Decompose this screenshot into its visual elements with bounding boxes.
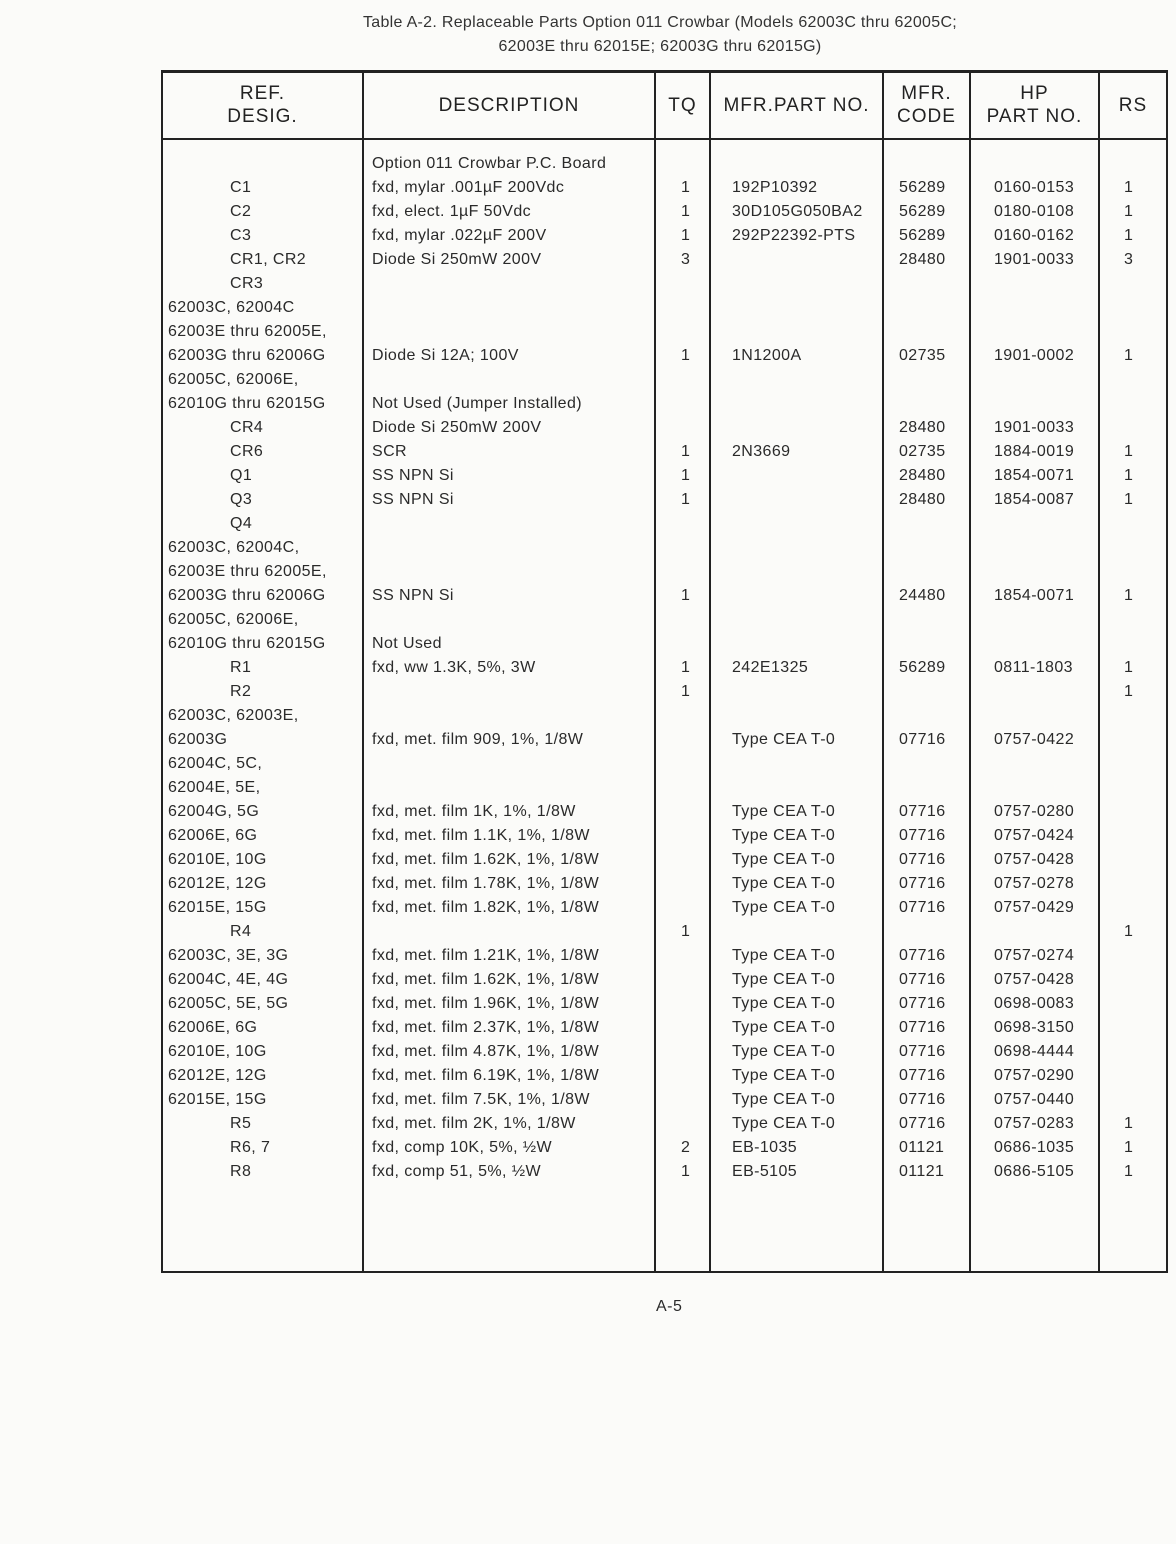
tq-cell: 1 <box>681 683 691 700</box>
ref-desig-cell: Q3 <box>230 491 253 508</box>
ref-desig-cell: 62004C, 5C, <box>168 755 263 772</box>
table-row <box>0 512 1176 535</box>
ref-desig-cell: 62004C, 4E, 4G <box>168 971 289 988</box>
rs-cell: 1 <box>1124 443 1134 460</box>
mfr-part-no-cell: Type CEA T-0 <box>732 803 836 820</box>
ref-desig-cell: 62003C, 62003E, <box>168 707 299 724</box>
header-rule <box>161 138 1168 140</box>
tq-cell: 1 <box>681 227 691 244</box>
description-cell: fxd, met. film 1.62K, 1%, 1/8W <box>372 971 600 988</box>
ref-desig-cell: 62004E, 5E, <box>168 779 261 796</box>
description-cell: fxd, mylar .022µF 200V <box>372 227 547 244</box>
mfr-code-cell: 56289 <box>899 179 946 196</box>
table-row <box>0 1088 1176 1111</box>
rs-cell: 1 <box>1124 1115 1134 1132</box>
hp-part-no-cell: 1901-0002 <box>994 347 1075 364</box>
mfr-part-no-cell: 242E1325 <box>732 659 809 676</box>
rs-cell: 1 <box>1124 179 1134 196</box>
description-cell: SS NPN Si <box>372 467 454 484</box>
description-cell: fxd, met. film 6.19K, 1%, 1/8W <box>372 1067 600 1084</box>
ref-desig-cell: R2 <box>230 683 252 700</box>
mfr-part-no-cell: Type CEA T-0 <box>732 947 836 964</box>
mfr-code-cell: 07716 <box>899 899 946 916</box>
header-description: DESCRIPTION <box>438 94 580 116</box>
mfr-part-no-cell: Type CEA T-0 <box>732 995 836 1012</box>
ref-desig-cell: 62003G thru 62006G <box>168 587 326 604</box>
hp-part-no-cell: 0757-0280 <box>994 803 1075 820</box>
tq-cell: 1 <box>681 659 691 676</box>
mfr-code-cell: 07716 <box>899 827 946 844</box>
hp-part-no-cell: 0757-0428 <box>994 971 1075 988</box>
hp-part-no-cell: 0160-0162 <box>994 227 1075 244</box>
ref-desig-cell: 62006E, 6G <box>168 827 258 844</box>
ref-desig-cell: 62003C, 3E, 3G <box>168 947 289 964</box>
table-title-line-2: 62003E thru 62015E; 62003G thru 62015G) <box>498 38 822 55</box>
table-row <box>0 680 1176 703</box>
table-row <box>0 488 1176 511</box>
description-cell: Diode Si 250mW 200V <box>372 419 542 436</box>
ref-desig-cell: R6, 7 <box>230 1139 271 1156</box>
description-cell: fxd, met. film 2.37K, 1%, 1/8W <box>372 1019 600 1036</box>
ref-desig-cell: C2 <box>230 203 252 220</box>
mfr-code-cell: 07716 <box>899 1067 946 1084</box>
mfr-code-cell: 02735 <box>899 443 946 460</box>
header-hp-part-no: HP PART NO. <box>986 83 1083 127</box>
mfr-part-no-cell: Type CEA T-0 <box>732 899 836 916</box>
ref-desig-cell: 62006E, 6G <box>168 1019 258 1036</box>
table-row <box>0 800 1176 823</box>
description-cell: SS NPN Si <box>372 587 454 604</box>
ref-desig-cell: 62005C, 62006E, <box>168 371 299 388</box>
table-row <box>0 896 1176 919</box>
mfr-code-cell: 56289 <box>899 203 946 220</box>
ref-desig-cell: CR1, CR2 <box>230 251 307 268</box>
mfr-code-cell: 07716 <box>899 1019 946 1036</box>
description-cell: fxd, met. film 1.96K, 1%, 1/8W <box>372 995 600 1012</box>
ref-desig-cell: CR6 <box>230 443 264 460</box>
tq-cell: 3 <box>681 251 691 268</box>
table-row <box>0 344 1176 367</box>
table-row <box>0 584 1176 607</box>
mfr-code-cell: 07716 <box>899 803 946 820</box>
rs-cell: 1 <box>1124 203 1134 220</box>
hp-part-no-cell: 1854-0071 <box>994 587 1075 604</box>
table-row <box>0 440 1176 463</box>
ref-desig-cell: C1 <box>230 179 252 196</box>
table-row <box>0 872 1176 895</box>
mfr-part-no-cell: Type CEA T-0 <box>732 851 836 868</box>
ref-desig-cell: 62015E, 15G <box>168 1091 267 1108</box>
mfr-part-no-cell: Type CEA T-0 <box>732 1091 836 1108</box>
mfr-code-cell: 07716 <box>899 875 946 892</box>
tq-cell: 1 <box>681 203 691 220</box>
table-row <box>0 296 1176 319</box>
page-number: A-5 <box>656 1298 683 1315</box>
ref-desig-cell: 62012E, 12G <box>168 875 267 892</box>
description-cell: fxd, met. film 909, 1%, 1/8W <box>372 731 584 748</box>
table-row <box>0 176 1176 199</box>
table-row <box>0 320 1176 343</box>
mfr-code-cell: 07716 <box>899 995 946 1012</box>
rs-cell: 3 <box>1124 251 1134 268</box>
table-row <box>0 848 1176 871</box>
table-row <box>0 200 1176 223</box>
description-cell: fxd, met. film 7.5K, 1%, 1/8W <box>372 1091 590 1108</box>
ref-desig-cell: 62003C, 62004C, <box>168 539 300 556</box>
ref-desig-cell: Q1 <box>230 467 253 484</box>
mfr-code-cell: 28480 <box>899 251 946 268</box>
mfr-code-cell: 01121 <box>899 1163 945 1180</box>
description-cell: fxd, elect. 1µF 50Vdc <box>372 203 532 220</box>
mfr-part-no-cell: Type CEA T-0 <box>732 827 836 844</box>
hp-part-no-cell: 1854-0071 <box>994 467 1075 484</box>
mfr-code-cell: 28480 <box>899 419 946 436</box>
description-cell: fxd, met. film 1.78K, 1%, 1/8W <box>372 875 600 892</box>
description-cell: fxd, met. film 1.21K, 1%, 1/8W <box>372 947 600 964</box>
hp-part-no-cell: 0757-0440 <box>994 1091 1075 1108</box>
hp-part-no-cell: 0811-1803 <box>994 659 1073 676</box>
table-title-line-1: Table A-2. Replaceable Parts Option 011 Crowbar (Models 62003C thru 62005C; <box>362 14 958 31</box>
description-cell: Option 011 Crowbar P.C. Board <box>372 155 607 172</box>
table-row <box>0 920 1176 943</box>
header-tq: TQ <box>668 94 697 116</box>
hp-part-no-cell: 0757-0274 <box>994 947 1075 964</box>
hp-part-no-cell: 1884-0019 <box>994 443 1075 460</box>
mfr-code-cell: 07716 <box>899 1091 946 1108</box>
rs-cell: 1 <box>1124 1163 1134 1180</box>
mfr-part-no-cell: 2N3669 <box>732 443 791 460</box>
mfr-code-cell: 24480 <box>899 587 946 604</box>
mfr-part-no-cell: Type CEA T-0 <box>732 1115 836 1132</box>
description-cell: fxd, ww 1.3K, 5%, 3W <box>372 659 536 676</box>
mfr-part-no-cell: Type CEA T-0 <box>732 731 836 748</box>
ref-desig-cell: 62003C, 62004C <box>168 299 295 316</box>
table-row <box>0 1136 1176 1159</box>
hp-part-no-cell: 0698-3150 <box>994 1019 1075 1036</box>
description-cell: fxd, mylar .001µF 200Vdc <box>372 179 565 196</box>
header-ref-desig: REF. DESIG. <box>227 83 298 127</box>
tq-cell: 1 <box>681 1163 691 1180</box>
table-row <box>0 464 1176 487</box>
hp-part-no-cell: 0160-0153 <box>994 179 1075 196</box>
ref-desig-cell: 62003E thru 62005E, <box>168 323 327 340</box>
description-cell: fxd, comp 51, 5%, ½W <box>372 1163 541 1180</box>
ref-desig-cell: 62005C, 5E, 5G <box>168 995 289 1012</box>
mfr-part-no-cell: EB-1035 <box>732 1139 798 1156</box>
rs-cell: 1 <box>1124 923 1134 940</box>
description-cell: fxd, met. film 2K, 1%, 1/8W <box>372 1115 576 1132</box>
ref-desig-cell: 62010E, 10G <box>168 851 267 868</box>
table-row <box>0 944 1176 967</box>
ref-desig-cell: R5 <box>230 1115 252 1132</box>
hp-part-no-cell: 0698-0083 <box>994 995 1075 1012</box>
mfr-part-no-cell: 292P22392-PTS <box>732 227 856 244</box>
mfr-code-cell: 02735 <box>899 347 946 364</box>
mfr-code-cell: 28480 <box>899 467 946 484</box>
table-row <box>0 1064 1176 1087</box>
description-cell: SS NPN Si <box>372 491 454 508</box>
table-row <box>0 776 1176 799</box>
table-row <box>0 224 1176 247</box>
tq-cell: 1 <box>681 467 691 484</box>
mfr-part-no-cell: Type CEA T-0 <box>732 971 836 988</box>
hp-part-no-cell: 0757-0283 <box>994 1115 1075 1132</box>
hp-part-no-cell: 1901-0033 <box>994 419 1075 436</box>
ref-desig-cell: R1 <box>230 659 252 676</box>
table-row <box>0 632 1176 655</box>
table-row <box>0 968 1176 991</box>
table-row <box>0 392 1176 415</box>
hp-part-no-cell: 0686-5105 <box>994 1163 1075 1180</box>
mfr-code-cell: 56289 <box>899 227 946 244</box>
hp-part-no-cell: 0757-0428 <box>994 851 1075 868</box>
header-rs: RS <box>1118 94 1148 116</box>
tq-cell: 2 <box>681 1139 691 1156</box>
ref-desig-cell: 62003E thru 62005E, <box>168 563 327 580</box>
mfr-code-cell: 07716 <box>899 731 946 748</box>
description-cell: fxd, met. film 1.82K, 1%, 1/8W <box>372 899 600 916</box>
hp-part-no-cell: 0180-0108 <box>994 203 1075 220</box>
ref-desig-cell: 62012E, 12G <box>168 1067 267 1084</box>
description-cell: Not Used <box>372 635 442 652</box>
ref-desig-cell: 62003G thru 62006G <box>168 347 326 364</box>
table-row <box>0 1016 1176 1039</box>
mfr-code-cell: 28480 <box>899 491 946 508</box>
hp-part-no-cell: 0757-0424 <box>994 827 1075 844</box>
mfr-part-no-cell: Type CEA T-0 <box>732 1067 836 1084</box>
header-mfr-part-no: MFR.PART NO. <box>723 94 870 116</box>
table-row <box>0 752 1176 775</box>
mfr-code-cell: 07716 <box>899 947 946 964</box>
ref-desig-cell: 62004G, 5G <box>168 803 260 820</box>
table-row <box>0 1112 1176 1135</box>
table-row <box>0 728 1176 751</box>
rs-cell: 1 <box>1124 1139 1134 1156</box>
rs-cell: 1 <box>1124 659 1134 676</box>
mfr-code-cell: 01121 <box>899 1139 945 1156</box>
mfr-part-no-cell: Type CEA T-0 <box>732 1019 836 1036</box>
hp-part-no-cell: 0757-0422 <box>994 731 1075 748</box>
description-cell: fxd, comp 10K, 5%, ½W <box>372 1139 553 1156</box>
table-row <box>0 1160 1176 1183</box>
ref-desig-cell: 62015E, 15G <box>168 899 267 916</box>
hp-part-no-cell: 0686-1035 <box>994 1139 1075 1156</box>
ref-desig-cell: 62010G thru 62015G <box>168 395 326 412</box>
hp-part-no-cell: 0698-4444 <box>994 1043 1075 1060</box>
header-mfr-code: MFR. CODE <box>897 83 956 127</box>
mfr-code-cell: 07716 <box>899 851 946 868</box>
table-row <box>0 1040 1176 1063</box>
description-cell: SCR <box>372 443 407 460</box>
tq-cell: 1 <box>681 491 691 508</box>
table-row <box>0 656 1176 679</box>
table-row <box>0 608 1176 631</box>
table-row <box>0 992 1176 1015</box>
table-row <box>0 368 1176 391</box>
ref-desig-cell: C3 <box>230 227 252 244</box>
tq-cell: 1 <box>681 347 691 364</box>
description-cell: fxd, met. film 1.62K, 1%, 1/8W <box>372 851 600 868</box>
ref-desig-cell: 62010E, 10G <box>168 1043 267 1060</box>
rs-cell: 1 <box>1124 227 1134 244</box>
mfr-part-no-cell: EB-5105 <box>732 1163 798 1180</box>
mfr-part-no-cell: 30D105G050BA2 <box>732 203 863 220</box>
description-cell: fxd, met. film 1K, 1%, 1/8W <box>372 803 576 820</box>
mfr-code-cell: 07716 <box>899 1043 946 1060</box>
mfr-part-no-cell: Type CEA T-0 <box>732 875 836 892</box>
description-cell: fxd, met. film 4.87K, 1%, 1/8W <box>372 1043 600 1060</box>
table-row <box>0 152 1176 175</box>
mfr-part-no-cell: 192P10392 <box>732 179 818 196</box>
tq-cell: 1 <box>681 443 691 460</box>
table-row <box>0 416 1176 439</box>
mfr-part-no-cell: 1N1200A <box>732 347 802 364</box>
ref-desig-cell: 62010G thru 62015G <box>168 635 326 652</box>
table-row <box>0 824 1176 847</box>
hp-part-no-cell: 0757-0290 <box>994 1067 1075 1084</box>
mfr-code-cell: 56289 <box>899 659 946 676</box>
rs-cell: 1 <box>1124 347 1134 364</box>
table-row <box>0 248 1176 271</box>
rs-cell: 1 <box>1124 683 1134 700</box>
hp-part-no-cell: 1901-0033 <box>994 251 1075 268</box>
ref-desig-cell: CR3 <box>230 275 264 292</box>
description-cell: fxd, met. film 1.1K, 1%, 1/8W <box>372 827 590 844</box>
table-row <box>0 272 1176 295</box>
ref-desig-cell: 62003G <box>168 731 228 748</box>
hp-part-no-cell: 1854-0087 <box>994 491 1075 508</box>
rs-cell: 1 <box>1124 491 1134 508</box>
hp-part-no-cell: 0757-0278 <box>994 875 1075 892</box>
mfr-code-cell: 07716 <box>899 1115 946 1132</box>
table-row <box>0 536 1176 559</box>
tq-cell: 1 <box>681 179 691 196</box>
hp-part-no-cell: 0757-0429 <box>994 899 1075 916</box>
mfr-code-cell: 07716 <box>899 971 946 988</box>
table-row <box>0 560 1176 583</box>
description-cell: Not Used (Jumper Installed) <box>372 395 582 412</box>
mfr-part-no-cell: Type CEA T-0 <box>732 1043 836 1060</box>
tq-cell: 1 <box>681 923 691 940</box>
table-row <box>0 704 1176 727</box>
description-cell: Diode Si 250mW 200V <box>372 251 542 268</box>
ref-desig-cell: R8 <box>230 1163 252 1180</box>
ref-desig-cell: Q4 <box>230 515 253 532</box>
rs-cell: 1 <box>1124 587 1134 604</box>
ref-desig-cell: CR4 <box>230 419 264 436</box>
tq-cell: 1 <box>681 587 691 604</box>
ref-desig-cell: R4 <box>230 923 252 940</box>
rs-cell: 1 <box>1124 467 1134 484</box>
ref-desig-cell: 62005C, 62006E, <box>168 611 299 628</box>
description-cell: Diode Si 12A; 100V <box>372 347 519 364</box>
